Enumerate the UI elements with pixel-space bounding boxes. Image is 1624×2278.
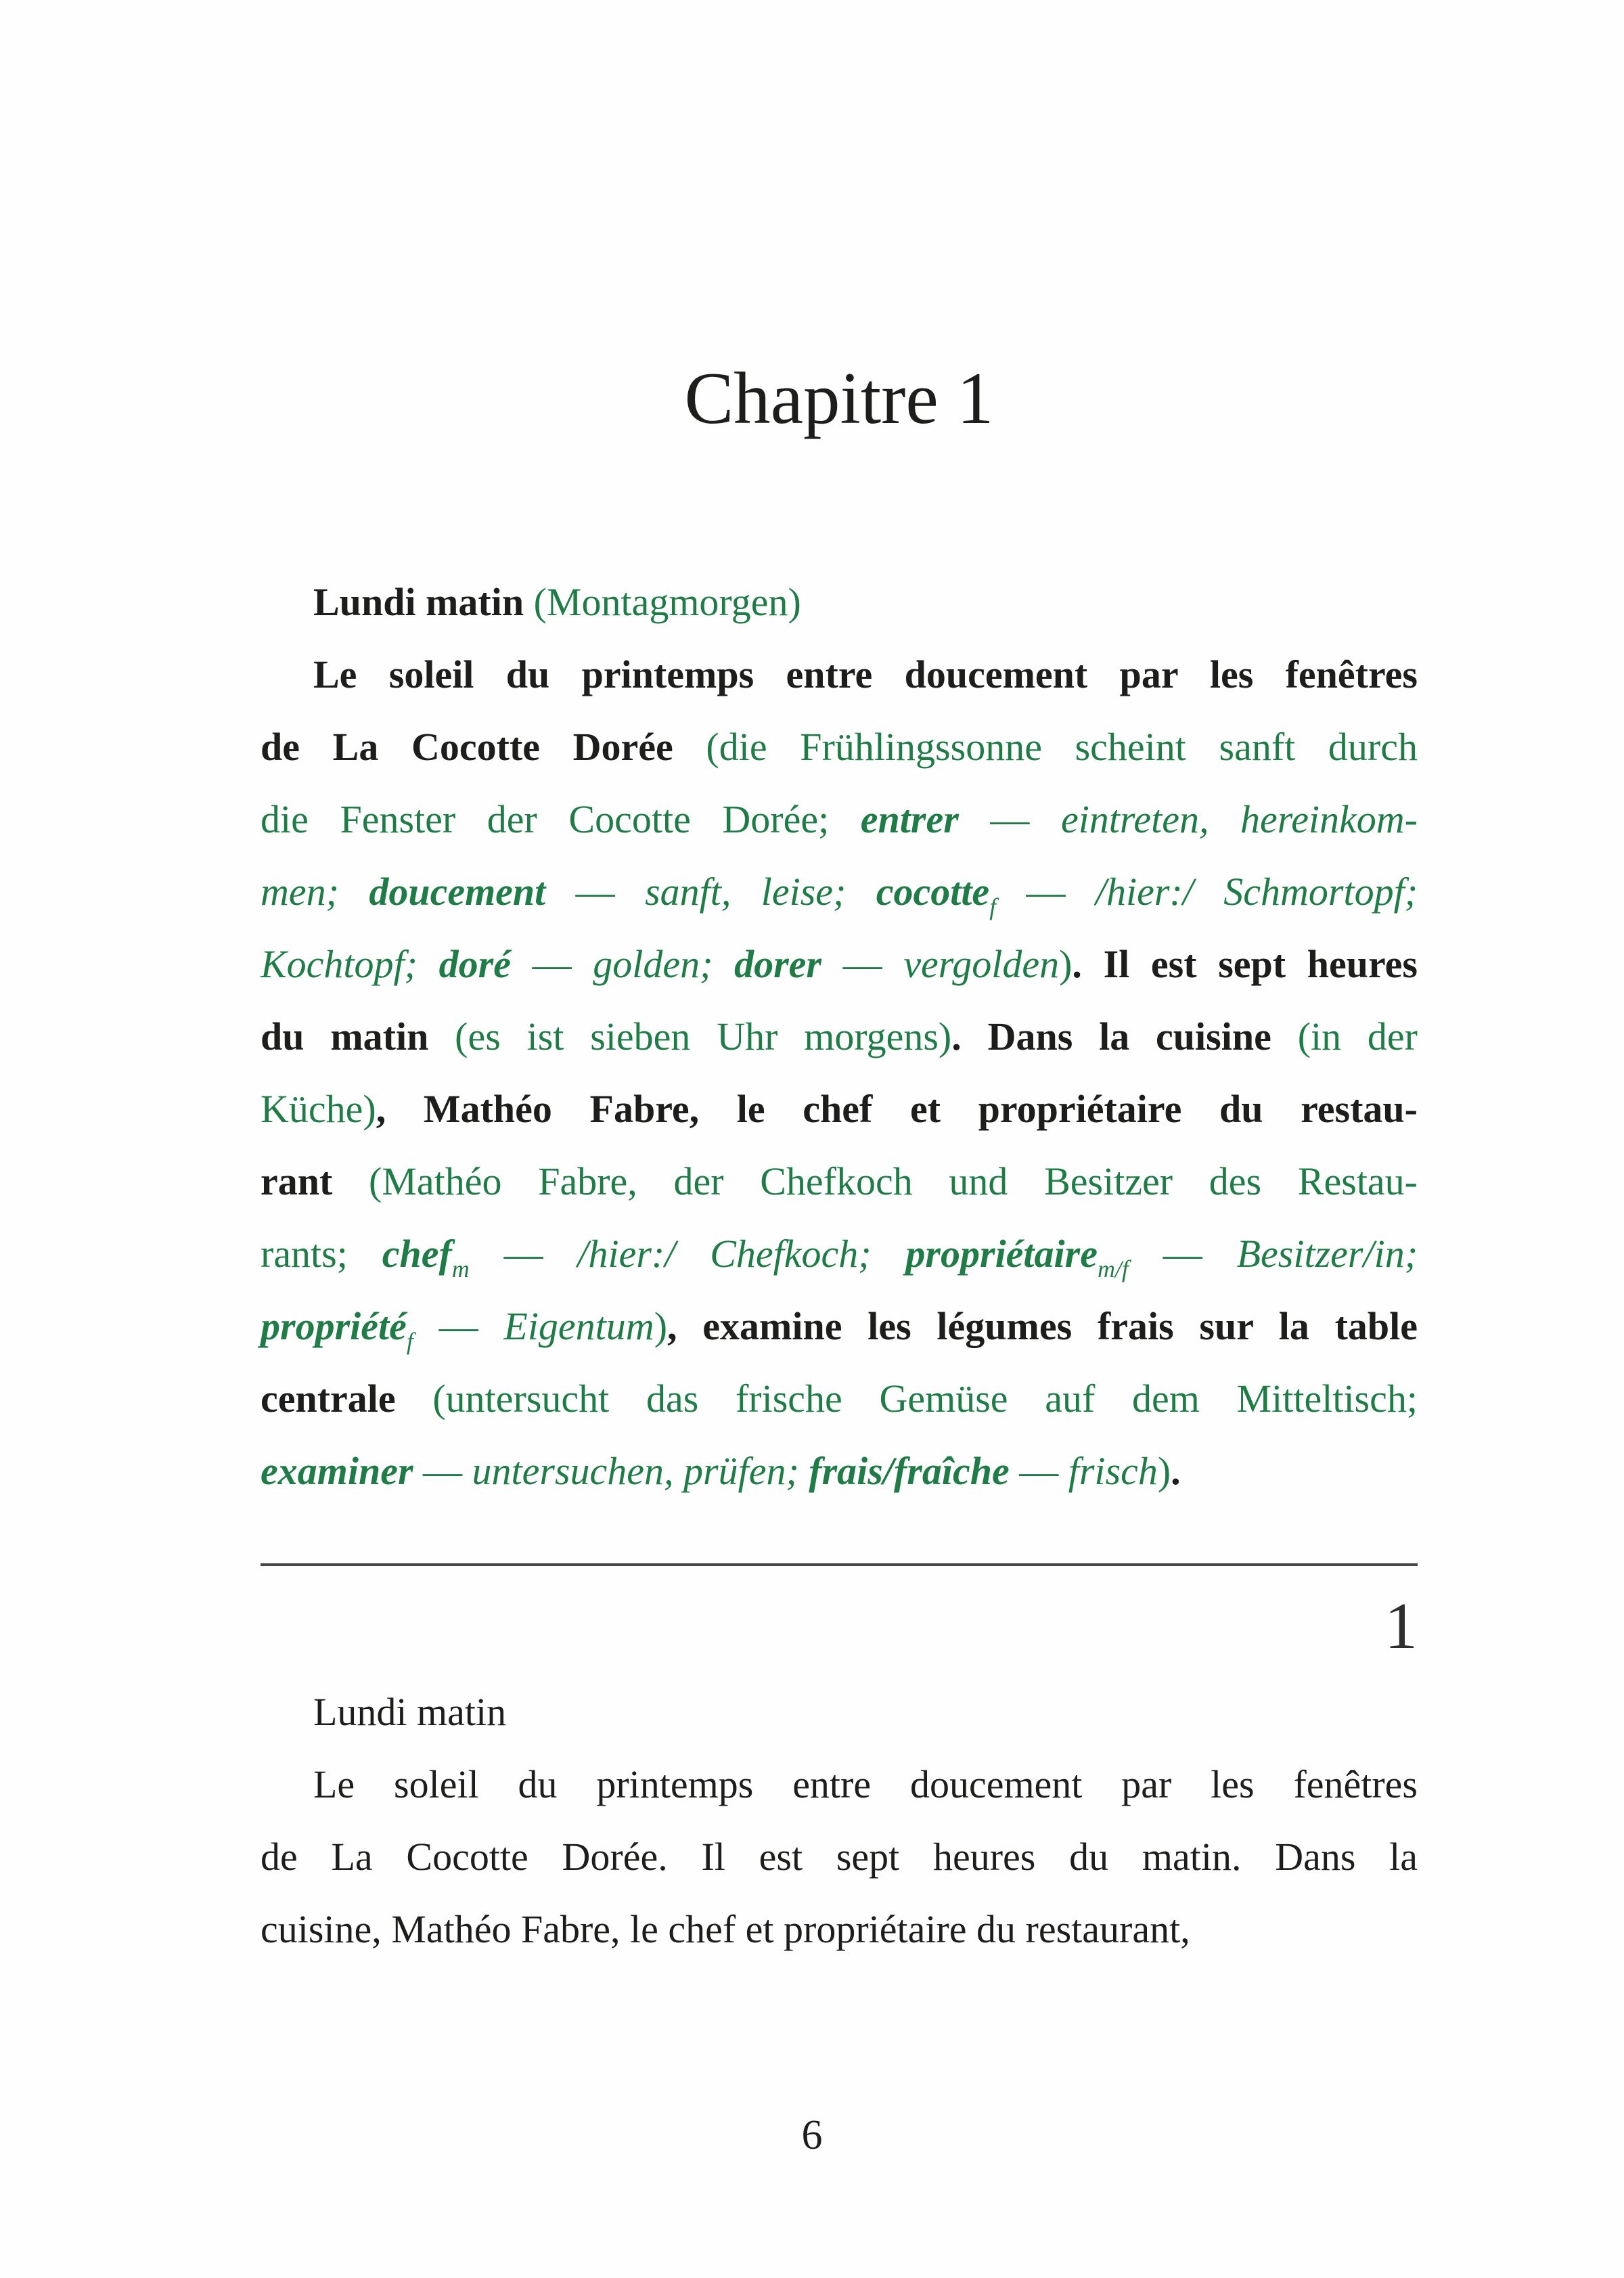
text-run: die Fenster der Cocotte Dorée;: [261, 797, 861, 841]
text-run: Le soleil du printemps entre doucement par les fenêtres: [313, 1762, 1418, 1806]
text-run: Lundi matin: [313, 1690, 507, 1734]
text-run: —: [1128, 1232, 1237, 1276]
text-line: [261, 711, 1418, 783]
text-run: (Montagmorgen): [533, 580, 801, 624]
text-run: cocotte: [876, 870, 990, 914]
text-line: [261, 638, 1418, 711]
text-run: —: [821, 942, 904, 986]
text-run: de La Cocotte Dorée. Il est sept heures du matin. Dans la: [261, 1835, 1418, 1879]
page-number: 6: [801, 2112, 823, 2158]
chapter-title: Chapitre 1: [684, 357, 994, 439]
text-run: (untersucht das frische Gemüse auf dem Mitteltisch;: [432, 1377, 1418, 1421]
text-run: propriétaire: [905, 1232, 1098, 1276]
text-run: Besitzer/in;: [1236, 1232, 1418, 1276]
text-run: eintreten, hereinkom-: [1060, 797, 1418, 841]
text-run: cuisine, Mathéo Fabre, le chef et propriétaire du restaurant,: [261, 1907, 1190, 1951]
text-run: dorer: [734, 942, 821, 986]
text-run: Lundi matin: [313, 580, 534, 624]
text-run: /hier:/ Schmortopf;: [1095, 870, 1418, 914]
text-run: doré: [438, 942, 511, 986]
text-line: [261, 1362, 1418, 1435]
text-line: [261, 566, 1418, 638]
text-run: propriété: [261, 1304, 407, 1348]
text-run: sanft, leise;: [645, 870, 876, 914]
text-line: [261, 1290, 1418, 1362]
text-run: (Mathéo Fabre, der Chefkoch und Besitzer des Restau-: [369, 1159, 1418, 1203]
text-run: —: [413, 1304, 504, 1348]
text-run: ): [1059, 942, 1073, 986]
text-run: —: [958, 797, 1061, 841]
text-run: men;: [261, 870, 369, 914]
text-line: [261, 928, 1418, 1000]
text-run: m: [451, 1255, 470, 1282]
text-line: [261, 855, 1418, 928]
text-run: —: [510, 942, 593, 986]
text-run: f: [989, 893, 997, 920]
text-run: Eigentum: [503, 1304, 654, 1348]
text-line: [261, 1676, 1418, 1748]
text-line: [261, 1893, 1418, 1965]
text-run: /hier:/ Chefkoch;: [577, 1232, 906, 1276]
text-run: , Mathéo Fabre, le chef et propriétaire du restau-: [376, 1087, 1418, 1131]
text-run: entrer: [860, 797, 959, 841]
text-run: (die Frühlingssonne scheint sanft durch: [706, 725, 1418, 769]
text-line: [261, 1000, 1418, 1073]
text-line: [261, 1218, 1418, 1290]
text-run: golden;: [593, 942, 735, 986]
section-number: 1: [1384, 1590, 1418, 1663]
text-run: rant: [261, 1159, 369, 1203]
text-run: ): [1157, 1449, 1171, 1493]
section-divider: [261, 1563, 1418, 1566]
text-run: centrale: [261, 1377, 433, 1421]
text-run: Küche): [261, 1087, 376, 1131]
text-run: —: [1009, 1449, 1068, 1493]
text-run: (es ist sieben Uhr morgens): [455, 1014, 952, 1058]
text-run: f: [406, 1328, 413, 1355]
text-run: —: [469, 1232, 578, 1276]
text-run: vergolden: [903, 942, 1060, 986]
text-run: m/f: [1097, 1255, 1129, 1282]
text-run: —: [413, 1449, 472, 1493]
text-run: . Dans la cuisine: [951, 1014, 1298, 1058]
text-line: [261, 1821, 1418, 1893]
text-line: [261, 1748, 1418, 1821]
text-run: Le soleil du printemps entre doucement par les fenêtres: [313, 652, 1418, 696]
text-run: (in der: [1297, 1014, 1418, 1058]
text-run: . Il est sept heures: [1072, 942, 1418, 986]
text-run: —: [996, 870, 1096, 914]
text-run: frais/fraîche: [809, 1449, 1010, 1493]
text-run: de La Cocotte Dorée: [261, 725, 706, 769]
text-run: untersuchen, prüfen;: [472, 1449, 809, 1493]
text-run: frisch: [1068, 1449, 1158, 1493]
text-line: [261, 783, 1418, 855]
text-line: [261, 1435, 1418, 1507]
text-run: , examine les légumes frais sur la table: [667, 1304, 1418, 1348]
text-run: du matin: [261, 1014, 455, 1058]
text-line: [261, 1145, 1418, 1218]
text-run: .: [1171, 1449, 1181, 1493]
text-run: examiner: [261, 1449, 413, 1493]
gloss-paragraph: [261, 566, 1418, 1507]
text-run: rants;: [261, 1232, 382, 1276]
plain-paragraph: [261, 1676, 1418, 1965]
text-run: ): [654, 1304, 668, 1348]
text-line: [261, 1073, 1418, 1145]
text-run: —: [545, 870, 646, 914]
text-run: doucement: [369, 870, 546, 914]
text-run: Kochtopf;: [261, 942, 439, 986]
text-run: chef: [382, 1232, 452, 1276]
